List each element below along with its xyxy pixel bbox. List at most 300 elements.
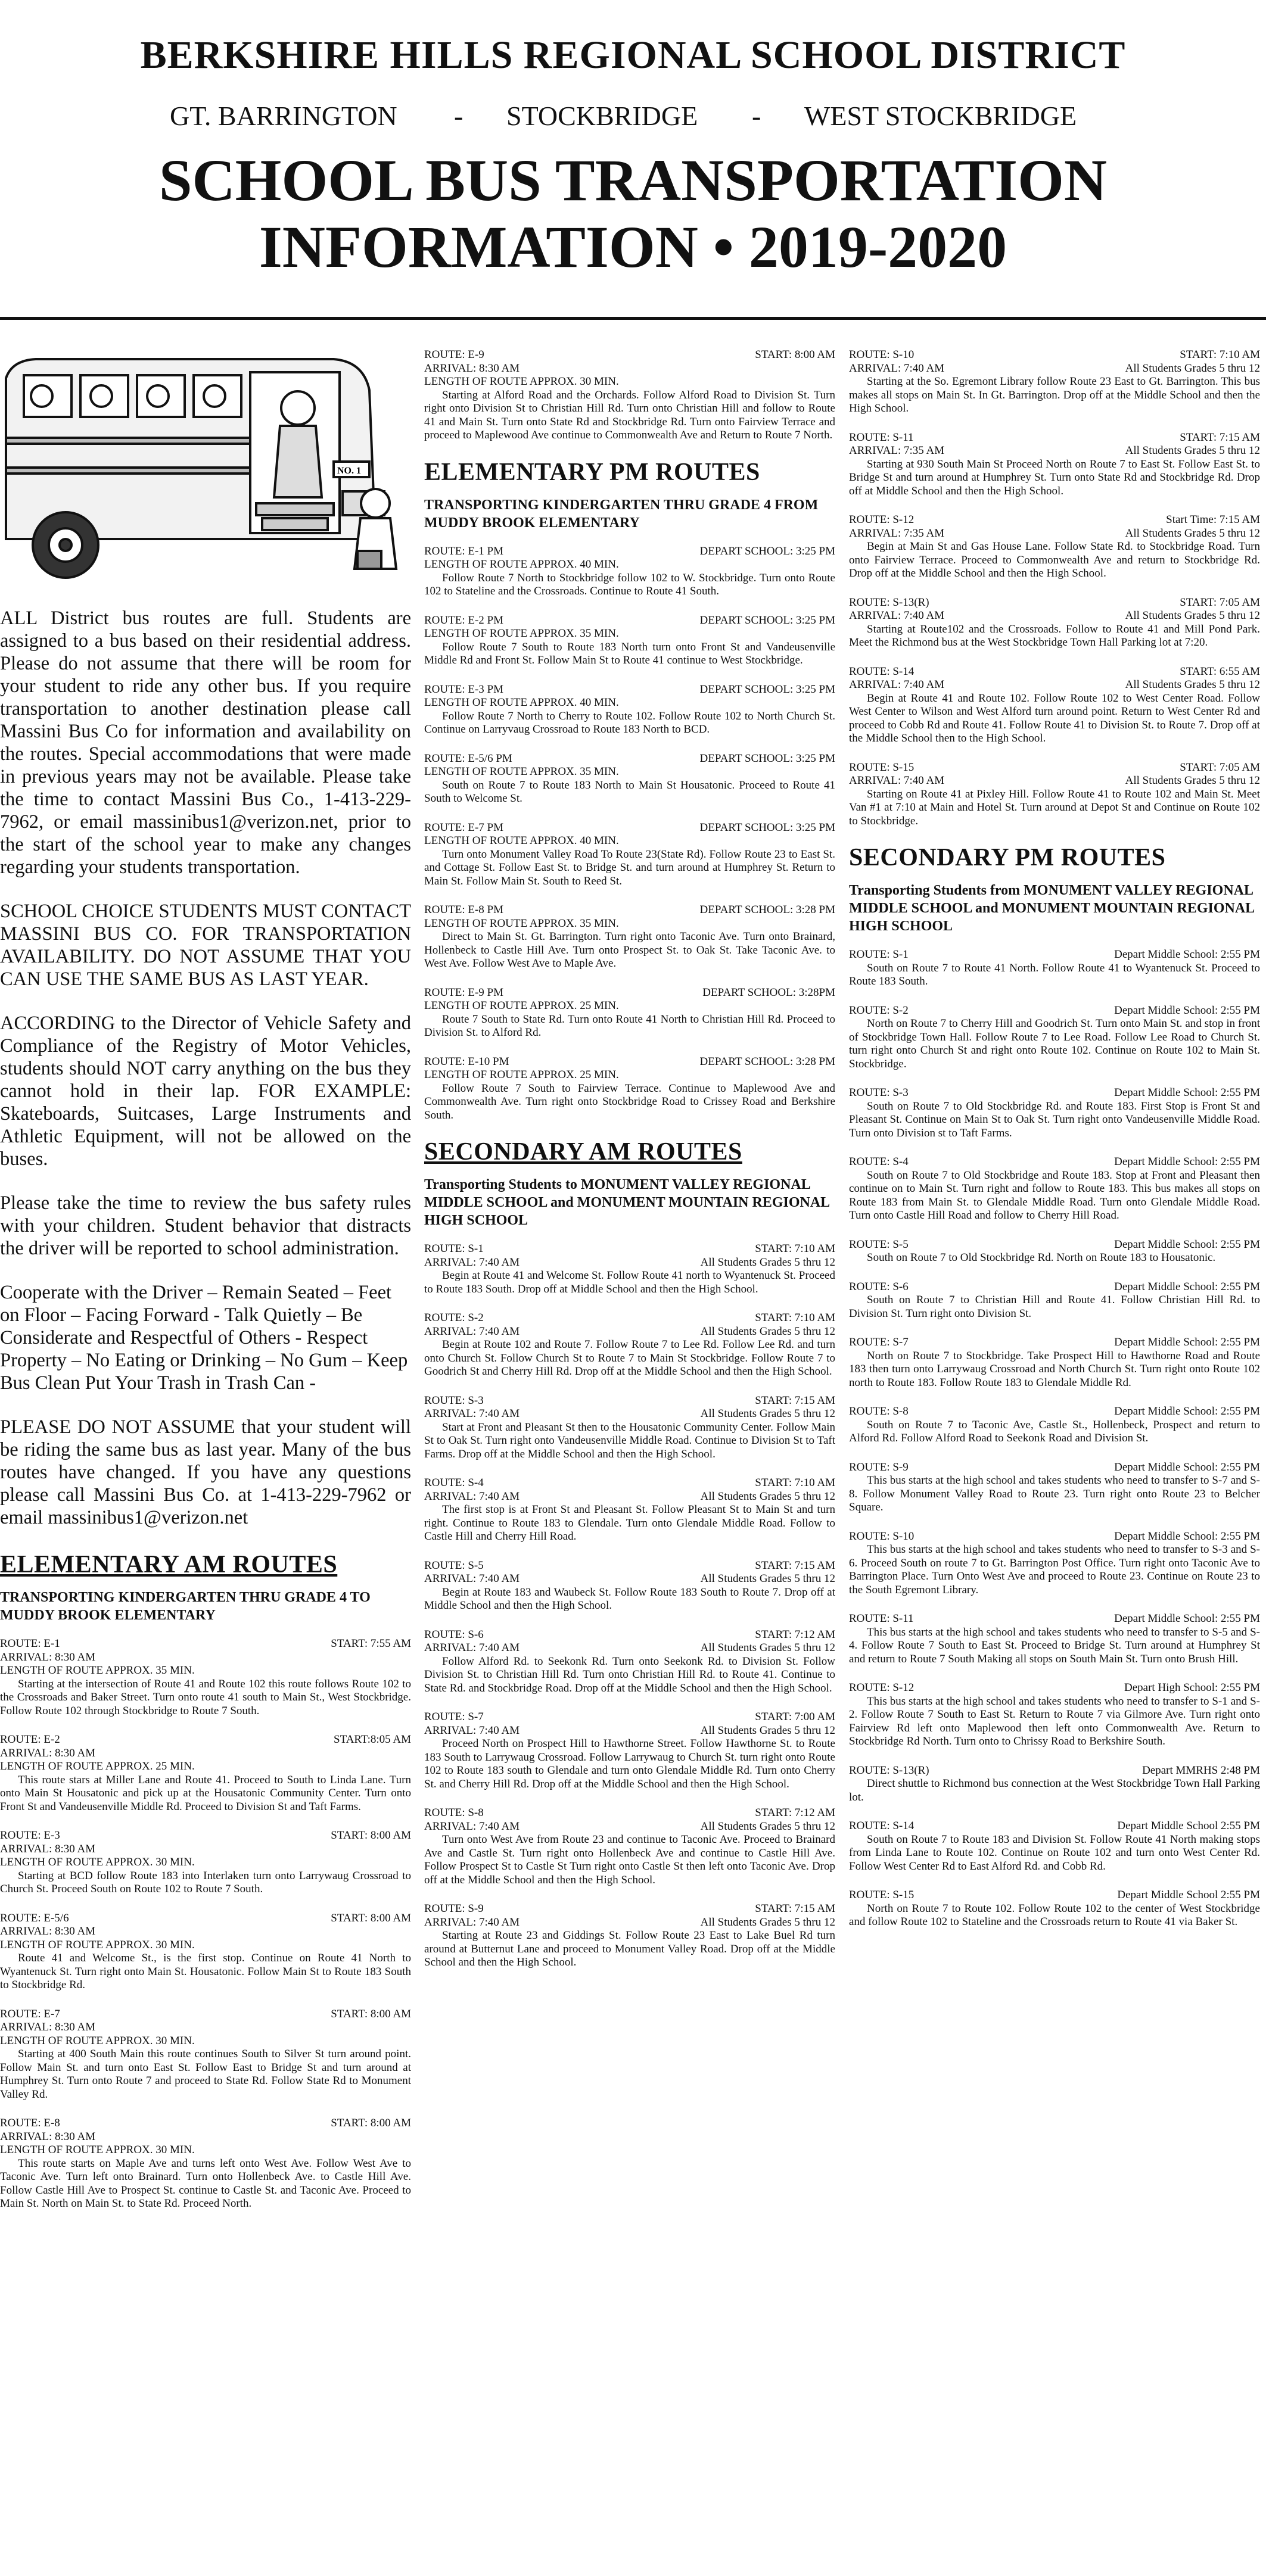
route-length: LENGTH OF ROUTE APPROX. 40 MIN. bbox=[424, 834, 619, 847]
route-arrival: ARRIVAL: 7:40 AM bbox=[424, 1256, 520, 1269]
route-line bbox=[0, 1843, 411, 1857]
route-line bbox=[424, 821, 835, 835]
route-line bbox=[0, 1637, 411, 1651]
route-number: ROUTE: E-3 PM bbox=[424, 683, 503, 696]
route-number: ROUTE: S-2 bbox=[849, 1004, 909, 1017]
route-line bbox=[849, 948, 1260, 962]
route-number: ROUTE: S-9 bbox=[849, 1460, 909, 1474]
route-arrival: ARRIVAL: 7:35 AM bbox=[849, 527, 945, 540]
route-line bbox=[849, 609, 1260, 623]
route-number: ROUTE: S-5 bbox=[424, 1559, 484, 1572]
school-bus-illustration bbox=[0, 348, 411, 587]
route-number: ROUTE: E-2 PM bbox=[424, 613, 503, 627]
route-description: Starting at 930 South Main St Proceed North on Route 7 to East St. Follow East St. to Bridge St and turn around at Humphrey St. Turn onto State Rd and Stockbridge Rd. Drop off at Middle School and then the High School. bbox=[849, 457, 1260, 497]
route-line bbox=[424, 683, 835, 697]
route-number: ROUTE: S-8 bbox=[849, 1405, 909, 1418]
route-description: This route starts on Maple Ave and turns left onto West Ave. Follow West Ave to Taconic Ave. Turn left onto Brainard. Turn onto Hollenbeck Ave. to Castle Hill Ave. Follow Castle Hill Ave to Prospect St. continue to Castle St. and Taconic Ave. Proceed to Main St. North on Main St. to State Rd. Proceed North. bbox=[0, 2157, 411, 2210]
secondary-am-subtitle: Transporting Students to MONUMENT VALLEY REGIONAL MIDDLE SCHOOL and MONUMENT MOUNTAIN REGIONAL HIGH SCHOOL bbox=[424, 1177, 829, 1228]
route-block bbox=[849, 1530, 1260, 1597]
route-block bbox=[849, 513, 1260, 581]
town-stockbridge: STOCKBRIDGE bbox=[506, 101, 698, 131]
route-block bbox=[424, 1806, 835, 1887]
route-arrival: ARRIVAL: 8:30 AM bbox=[0, 2130, 96, 2143]
route-line bbox=[424, 1477, 835, 1490]
route-number: ROUTE: S-11 bbox=[849, 431, 914, 444]
route-start-time: Start Time: 7:15 AM bbox=[1166, 513, 1260, 526]
town-west-stockbridge: WEST STOCKBRIDGE bbox=[804, 101, 1077, 131]
route-block bbox=[849, 1086, 1260, 1140]
route-line bbox=[849, 513, 1260, 527]
secondary-pm-route-list bbox=[849, 948, 1260, 1929]
route-start-time: START: 8:00 AM bbox=[331, 2117, 411, 2129]
route-arrival: ARRIVAL: 8:30 AM bbox=[0, 1746, 96, 1759]
route-description: Follow Route 7 South to Route 183 North turn onto Front St and Vandeusenville Middle Rd and Front St. Follow Main St to Route 41 continue to West Stockbridge. bbox=[424, 640, 835, 666]
route-description: South on Route 7 to Route 183 North to Main St Housatonic. Proceed to Route 41 South to Welcome St. bbox=[424, 778, 835, 805]
route-line bbox=[849, 1155, 1260, 1169]
route-description: Turn onto Monument Valley Road To Route 23(State Rd). Follow Route 23 to East St. and Cottage St. Follow East St. to Bridge St. and turn around at Humphrey St. Return to Main St. Follow Main St. South to Reed St. bbox=[424, 848, 835, 887]
route-block bbox=[849, 431, 1260, 499]
route-start-time: START: 8:00 AM bbox=[331, 1829, 411, 1842]
route-arrival: ARRIVAL: 8:30 AM bbox=[424, 362, 520, 375]
route-start-time: Depart Middle School: 2:55 PM bbox=[1114, 1280, 1260, 1293]
route-arrival: ARRIVAL: 8:30 AM bbox=[0, 1925, 96, 1938]
route-number: ROUTE: E-9 bbox=[424, 348, 484, 361]
route-description: North on Route 7 to Stockbridge. Take Prospect Hill to Hawthorne Road and Route 183 then turn onto Larrywaug Crossroad and North Church St. Turn right onto Route 102 north to Route 183. Follow Route 183 to Glendale Middle Rd. bbox=[849, 1349, 1260, 1389]
route-block bbox=[424, 614, 835, 668]
route-description: Route 7 South to State Rd. Turn onto Route 41 North to Christian Hill Rd. Proceed to Division St. to Alford Rd. bbox=[424, 1013, 835, 1039]
route-line bbox=[424, 1559, 835, 1573]
route-length: LENGTH OF ROUTE APPROX. 25 MIN. bbox=[424, 1069, 619, 1081]
route-number: ROUTE: S-7 bbox=[849, 1336, 909, 1348]
route-line bbox=[0, 1651, 411, 1665]
route-grades: All Students Grades 5 thru 12 bbox=[700, 1724, 835, 1737]
route-line bbox=[849, 1086, 1260, 1100]
route-description: Begin at Main St and Gas House Lane. Follow State Rd. to Stockbridge Road. Turn onto Fairview Terrace. Proceed to Commonwealth Ave and return to Stockbridge Rd. Drop off at the Middle School and then the High School. bbox=[849, 540, 1260, 580]
town-separator: - bbox=[454, 101, 464, 131]
route-number: ROUTE: E-8 PM bbox=[424, 904, 503, 916]
route-number: ROUTE: S-6 bbox=[849, 1280, 909, 1293]
route-block bbox=[849, 1281, 1260, 1321]
secondary-am-heading: SECONDARY AM ROUTES bbox=[424, 1138, 742, 1166]
elementary-pm-heading: ELEMENTARY PM ROUTES bbox=[424, 458, 760, 486]
town-separator: - bbox=[752, 101, 761, 131]
route-description: Route 41 and Welcome St., is the first stop. Continue on Route 41 North to Wyantenuck St. Turn right onto Main St. Housatonic. Follow Main St to Route 183 South to Stockbridge Rd. bbox=[0, 1952, 411, 1991]
route-number: ROUTE: S-7 bbox=[424, 1711, 484, 1723]
route-number: ROUTE: S-15 bbox=[849, 1889, 914, 1901]
route-line bbox=[0, 1829, 411, 1843]
secondary-pm-subtitle: Transporting Students from MONUMENT VALLEY REGIONAL MIDDLE SCHOOL and MONUMENT MOUNTAIN REGIONAL HIGH SCHOOL bbox=[849, 883, 1254, 934]
route-line bbox=[424, 1325, 835, 1339]
route-description: Follow Alford Rd. to Seekonk Rd. Turn onto Seekonk Rd. to Division St. Follow Division St. to Christian Hill Rd. Turn onto Christian Hill Rd. to Route 41. Continue to State Rd. and Stockbridge Road. Drop off at the Middle School and then the High School. bbox=[424, 1655, 835, 1695]
route-start-time: Depart Middle School 2:55 PM bbox=[1117, 1889, 1260, 1901]
route-block bbox=[849, 761, 1260, 828]
route-line bbox=[424, 1916, 835, 1930]
route-number: ROUTE: S-8 bbox=[424, 1806, 484, 1819]
route-arrival: ARRIVAL: 7:40 AM bbox=[424, 1407, 520, 1420]
route-number: ROUTE: E-2 bbox=[0, 1733, 60, 1746]
intro-routes-full: ALL District bus routes are full. Students are assigned to a bus based on their residential address. Please do not assume that there will be room for your student to ride any other bus. If you require transportation to another destination please call Massini Bus Co for information and availability on the routes. Special accommodations that were made in previous years may not be available. Please take the time to contact Massini Bus Co., 1-413-229-7962, or email massinibus1@verizon.net, prior to the start of the school year to make any changes regarding your students transportation. bbox=[0, 608, 411, 878]
route-block bbox=[849, 1681, 1260, 1749]
route-number: ROUTE: S-14 bbox=[849, 665, 914, 678]
route-description: Starting at Route 23 and Giddings St. Follow Route 23 East to Lake Buel Rd turn around at Butternut Lane and proceed to Monument Valley Road. Drop off at the Middle School and then the High School. bbox=[424, 1929, 835, 1968]
route-block bbox=[424, 821, 835, 889]
route-arrival: ARRIVAL: 7:40 AM bbox=[424, 1641, 520, 1654]
route-line bbox=[424, 1407, 835, 1421]
route-line bbox=[849, 1764, 1260, 1778]
route-grades: All Students Grades 5 thru 12 bbox=[700, 1407, 835, 1420]
route-arrival: ARRIVAL: 8:30 AM bbox=[0, 2021, 96, 2033]
elementary-pm-subtitle: TRANSPORTING KINDERGARTEN THRU GRADE 4 FROM MUDDY BROOK ELEMENTARY bbox=[424, 497, 819, 531]
route-description: Starting at 400 South Main this route continues South to Silver St turn around point. Follow Main St. and turn onto East St. Follow East to Bridge St and turn around at Humphrey St. Turn onto Route 7 and proceed to State Rd. Follow State Rd to Monument Valley Rd. bbox=[0, 2048, 411, 2101]
route-line bbox=[424, 1490, 835, 1504]
route-description: South on Route 7 to Route 41 North. Follow Route 41 to Wyantenuck St. Proceed to Route 183 South. bbox=[849, 961, 1260, 988]
route-line bbox=[424, 1820, 835, 1834]
route-description: This route stars at Miller Lane and Route 41. Proceed to South to Linda Lane. Turn onto Main St Housatonic and pick up at the Housatonic Community Center. Turn onto Front St and Vandeusenville Middle Rd. Proceed to Division St and Taft Farms. bbox=[0, 1773, 411, 1813]
route-start-time: START: 8:00 AM bbox=[331, 1911, 411, 1924]
route-start-time: START: 7:05 AM bbox=[1180, 761, 1260, 774]
route-start-time: START: 7:12 AM bbox=[755, 1806, 835, 1819]
route-line bbox=[0, 2008, 411, 2021]
route-arrival: ARRIVAL: 7:35 AM bbox=[849, 444, 945, 457]
route-line bbox=[424, 1711, 835, 1724]
route-description: This bus starts at the high school and takes students who need to transfer to S-7 and S-8. Follow Monument Valley Road to Route 23. Turn right onto Route 23 to Belcher Square. bbox=[849, 1474, 1260, 1513]
route-arrival: ARRIVAL: 7:40 AM bbox=[424, 1724, 520, 1737]
route-start-time: START: 7:12 AM bbox=[755, 1628, 835, 1641]
route-start-time: DEPART SCHOOL: 3:28 PM bbox=[699, 904, 835, 916]
route-line bbox=[849, 774, 1260, 788]
route-number: ROUTE: E-5/6 bbox=[0, 1911, 69, 1924]
route-length: LENGTH OF ROUTE APPROX. 30 MIN. bbox=[424, 375, 619, 388]
route-number: ROUTE: E-3 bbox=[0, 1829, 60, 1842]
page-title-line2: INFORMATION • 2019-2020 bbox=[259, 214, 1007, 280]
route-block bbox=[424, 1711, 835, 1791]
route-description: This bus starts at the high school and takes students who need to transfer to S-5 and S-4. Follow Route 7 South to East St. Proceed to Bridge St. Turn around at Humphrey St and return to Route 7 South Making all stops on South Main St. Turn onto Brush Hill. bbox=[849, 1625, 1260, 1665]
route-description: Begin at Route 41 and Welcome St. Follow Route 41 north to Wyantenuck St. Proceed to Route 183 South. Drop off at Middle School and then the High School. bbox=[424, 1269, 835, 1295]
route-start-time: START: 7:10 AM bbox=[755, 1477, 835, 1489]
route-line bbox=[849, 1681, 1260, 1695]
route-description: Starting at Route102 and the Crossroads. Follow to Route 41 and Mill Pond Park. Meet the Richmond bus at the West Stockbridge Town Hall Parking lot at 7:20. bbox=[849, 622, 1260, 649]
route-block bbox=[0, 2117, 411, 2211]
route-description: Begin at Route 41 and Route 102. Follow Route 102 to West Center Road. Follow West Center to Wilson and West Alford turn around point. Return to West Center Rd and proceed to Cobb Rd and Route 41. Follow Route 41 to Division St. to Route 7. Drop off at the Middle School then to the High School. bbox=[849, 691, 1260, 745]
route-description: Starting at Alford Road and the Orchards. Follow Alford Road to Division St. Turn right onto Division St to Christian Hill Rd. Turn onto Christian Hill and follow to Route 41 and Main St. Turn onto State Rd and Stockbridge Rd. Turn onto Fairview Terrace and proceed to Maplewood Ave continue to Commonwealth Ave and Return to Route 7 North. bbox=[424, 388, 835, 441]
route-line bbox=[424, 904, 835, 917]
route-description: Proceed North on Prospect Hill to Hawthorne Street. Follow Hawthorne St. to Route 183 South to Larrywaug Crossroad. Follow Larrywaug to Church St. turn right onto Route 102 to Route 183 south to Glendale and turn onto Glendale Middle Rd. Turn onto Cherry St. and Cherry Hill Rd. Drop off at the Middle School and then the High School. bbox=[424, 1737, 835, 1790]
route-description: South on Route 7 to Old Stockbridge and Route 183. Stop at Front and Pleasant then continue on to Main St. Turn right and follow to Route 183. This bus makes all stops on Route 183 from Main St. to Glendale Middle Road. Turn onto Glendale Middle Road. Turn onto Castle Hill Road and follow to Cherry Hill Road. bbox=[849, 1169, 1260, 1222]
route-description: Begin at Route 183 and Waubeck St. Follow Route 183 South to Route 7. Drop off at Middle School and then the High School. bbox=[424, 1586, 835, 1612]
route-start-time: Depart Middle School: 2:55 PM bbox=[1114, 1612, 1260, 1625]
svg-text:NO. 1: NO. 1 bbox=[337, 466, 361, 476]
route-block bbox=[849, 1336, 1260, 1390]
route-number: ROUTE: S-5 bbox=[849, 1238, 909, 1251]
route-description: This bus starts at the high school and takes students who need to transfer to S-1 and S-2. Follow Route 7 South to East St. Return to Route 7 via Gilmore Ave. Turn right onto Fairview Rd left onto Maplewood then left onto Commonwealth Ave. Return to Stockbridge Rd North. Turn onto to Chrissy Road to Berkshire South. bbox=[849, 1695, 1260, 1748]
route-line bbox=[849, 1004, 1260, 1018]
route-line bbox=[424, 362, 835, 376]
route-block bbox=[0, 1733, 411, 1814]
route-block bbox=[424, 1055, 835, 1123]
route-start-time: START: 7:15 AM bbox=[755, 1394, 835, 1407]
route-number: ROUTE: S-4 bbox=[849, 1155, 909, 1168]
route-start-time: START: 7:10 AM bbox=[755, 1242, 835, 1255]
route-line bbox=[849, 1889, 1260, 1902]
route-block bbox=[424, 904, 835, 971]
route-number: ROUTE: E-5/6 PM bbox=[424, 752, 512, 765]
route-number: ROUTE: S-10 bbox=[849, 1530, 914, 1543]
route-start-time: START: 8:00 AM bbox=[331, 2007, 411, 2020]
route-description: Follow Route 7 North to Cherry to Route 102. Follow Route 102 to North Church St. Continue on Larryvaug Crossroad to Route 183 North to BCD. bbox=[424, 709, 835, 736]
route-length: LENGTH OF ROUTE APPROX. 25 MIN. bbox=[0, 1760, 195, 1773]
route-start-time: START: 7:15 AM bbox=[755, 1902, 835, 1915]
route-number: ROUTE: E-7 bbox=[0, 2007, 60, 2020]
intro-do-not-assume: PLEASE DO NOT ASSUME that your student will be riding the same bus as last year. Many of the bus routes have changed. If you have any questions please call Massini Bus Co. at 1-413-229-7962 or email massinibus1@verizon.net bbox=[0, 1416, 411, 1528]
route-description: South on Route 7 to Old Stockbridge Rd. North on Route 183 to Housatonic. bbox=[867, 1251, 1216, 1264]
route-block bbox=[849, 1004, 1260, 1071]
route-start-time: Depart Middle School: 2:55 PM bbox=[1114, 1238, 1260, 1251]
route-number: ROUTE: S-6 bbox=[424, 1628, 484, 1641]
route-block bbox=[849, 1461, 1260, 1515]
right-column bbox=[849, 348, 1260, 1945]
route-arrival: ARRIVAL: 8:30 AM bbox=[0, 1842, 96, 1855]
route-grades: All Students Grades 5 thru 12 bbox=[1125, 362, 1260, 375]
route-block bbox=[849, 1155, 1260, 1223]
route-grades: All Students Grades 5 thru 12 bbox=[700, 1641, 835, 1654]
route-start-time: DEPART SCHOOL: 3:25 PM bbox=[699, 683, 835, 696]
route-block bbox=[849, 1889, 1260, 1929]
route-arrival: ARRIVAL: 7:40 AM bbox=[424, 1820, 520, 1833]
route-grades: All Students Grades 5 thru 12 bbox=[700, 1256, 835, 1269]
route-description: Follow Route 7 South to Fairview Terrace. Continue to Maplewood Ave and Commonwealth Ave. Turn right onto Stockbridge Road to Crissey Road and Berkshire South. bbox=[424, 1082, 835, 1122]
route-block bbox=[424, 986, 835, 1040]
route-block bbox=[849, 1820, 1260, 1873]
route-length: LENGTH OF ROUTE APPROX. 35 MIN. bbox=[424, 917, 619, 930]
route-start-time: DEPART SCHOOL: 3:25 PM bbox=[699, 613, 835, 627]
route-block bbox=[424, 348, 835, 443]
route-block bbox=[849, 348, 1260, 416]
route-number: ROUTE: S-2 bbox=[424, 1312, 484, 1324]
route-description: Starting at BCD follow Route 183 into Interlaken turn onto Larrywaug Crossroad to Church St. Proceed South on Route 102 to Route 7 South. bbox=[0, 1869, 411, 1895]
route-length: LENGTH OF ROUTE APPROX. 25 MIN. bbox=[424, 999, 619, 1012]
route-number: ROUTE: S-1 bbox=[849, 948, 909, 961]
route-number: ROUTE: S-15 bbox=[849, 761, 914, 774]
route-description: Begin at Route 102 and Route 7. Follow Route 7 to Lee Rd. Follow Lee Rd. and turn onto Church St. Follow Church St to Route 7 to Main St Stockbridge. Follow Route 7 to Goodrich St and Cherry Hill Rd. Drop off at the Middle School and then the High School. bbox=[424, 1338, 835, 1378]
route-line bbox=[424, 1806, 835, 1820]
route-start-time: DEPART SCHOOL: 3:25 PM bbox=[699, 544, 835, 557]
route-line bbox=[0, 2021, 411, 2035]
middle-column bbox=[424, 348, 835, 1985]
route-line bbox=[849, 1530, 1260, 1544]
route-start-time: Depart Middle School: 2:55 PM bbox=[1114, 1155, 1260, 1168]
route-line bbox=[849, 1405, 1260, 1419]
route-line bbox=[0, 2130, 411, 2144]
route-block bbox=[424, 1902, 835, 1970]
route-start-time: START: 7:05 AM bbox=[1180, 596, 1260, 609]
route-number: ROUTE: S-3 bbox=[849, 1086, 909, 1099]
route-arrival: ARRIVAL: 7:40 AM bbox=[849, 362, 945, 375]
route-block bbox=[424, 1394, 835, 1462]
route-grades: All Students Grades 5 thru 12 bbox=[1125, 527, 1260, 540]
route-line bbox=[849, 1820, 1260, 1833]
intro-bus-rules: Cooperate with the Driver – Remain Seated – Feet on Floor – Facing Forward - Talk Quietly – Be Considerate and Respectful of Others - Respect Property – No Eating or Drinking – No Gum – Keep Bus Clean Put Your Trash in Trash Can - bbox=[0, 1282, 408, 1394]
elementary-am-heading: ELEMENTARY AM ROUTES bbox=[0, 1551, 338, 1578]
route-number: ROUTE: S-9 bbox=[424, 1902, 484, 1915]
route-block bbox=[424, 683, 835, 737]
route-arrival: ARRIVAL: 7:40 AM bbox=[424, 1490, 520, 1503]
route-line bbox=[424, 1572, 835, 1586]
route-line bbox=[0, 1925, 411, 1939]
route-line bbox=[424, 1902, 835, 1916]
route-line bbox=[424, 752, 835, 766]
route-line bbox=[849, 665, 1260, 679]
route-line bbox=[849, 1461, 1260, 1475]
route-line bbox=[849, 1238, 1260, 1252]
route-arrival: ARRIVAL: 8:30 AM bbox=[0, 1650, 96, 1664]
route-grades: All Students Grades 5 thru 12 bbox=[1125, 678, 1260, 691]
route-line bbox=[849, 596, 1260, 610]
route-grades: All Students Grades 5 thru 12 bbox=[1125, 774, 1260, 787]
route-line bbox=[849, 362, 1260, 376]
town-gt-barrington: GT. BARRINGTON bbox=[170, 101, 397, 131]
route-number: ROUTE: S-3 bbox=[424, 1394, 484, 1407]
secondary-am-continued-list bbox=[849, 348, 1260, 828]
route-arrival: ARRIVAL: 7:40 AM bbox=[424, 1572, 520, 1585]
route-number: ROUTE: E-9 PM bbox=[424, 986, 503, 999]
page-title: SCHOOL BUS TRANSPORTATION bbox=[158, 147, 1108, 213]
route-length: LENGTH OF ROUTE APPROX. 35 MIN. bbox=[424, 627, 619, 640]
route-line bbox=[424, 1628, 835, 1642]
route-length: LENGTH OF ROUTE APPROX. 30 MIN. bbox=[0, 1938, 195, 1951]
route-grades: All Students Grades 5 thru 12 bbox=[700, 1325, 835, 1338]
route-block bbox=[849, 1238, 1260, 1265]
route-start-time: Depart Middle School: 2:55 PM bbox=[1114, 1004, 1260, 1017]
route-block bbox=[849, 596, 1260, 650]
route-arrival: ARRIVAL: 7:40 AM bbox=[849, 774, 945, 787]
route-line bbox=[849, 1612, 1260, 1626]
route-description: Start at Front and Pleasant St then to the Housatonic Community Center. Follow Main St to Oak St. Turn right onto Vandeusenville Middle Road. Continue to Division St to Taft Farms. Drop off at the Middle School and then the High School. bbox=[424, 1421, 835, 1460]
route-line bbox=[849, 527, 1260, 541]
route-start-time: START: 7:10 AM bbox=[1180, 348, 1260, 361]
route-block bbox=[0, 1637, 411, 1718]
route-number: ROUTE: S-10 bbox=[849, 348, 914, 361]
route-start-time: DEPART SCHOOL: 3:28PM bbox=[702, 986, 835, 999]
route-start-time: START: 7:55 AM bbox=[331, 1637, 411, 1650]
intro-school-choice: SCHOOL CHOICE STUDENTS MUST CONTACT MASSINI BUS CO. FOR TRANSPORTATION AVAILABILITY. DO NOT ASSUME THAT YOU CAN USE THE SAME BUS AS LAST YEAR. bbox=[0, 901, 411, 990]
route-number: ROUTE: S-1 bbox=[424, 1242, 484, 1255]
route-block bbox=[424, 1312, 835, 1379]
route-line bbox=[849, 444, 1260, 458]
route-start-time: DEPART SCHOOL: 3:25 PM bbox=[699, 752, 835, 765]
route-number: ROUTE: E-1 PM bbox=[424, 544, 503, 557]
route-line bbox=[424, 1242, 835, 1256]
route-number: ROUTE: S-4 bbox=[424, 1477, 484, 1489]
route-start-time: Depart Middle School: 2:55 PM bbox=[1114, 1405, 1260, 1418]
route-description: South on Route 7 to Route 183 and Division St. Follow Route 41 North making stops from Linda Lane to Route 102. Continue on Route 102 and turn onto West Center Rd. Follow West Center Rd to East Alford Rd. and Cobb Rd. bbox=[849, 1833, 1260, 1873]
route-number: ROUTE: S-13(R) bbox=[849, 1764, 929, 1777]
route-length: LENGTH OF ROUTE APPROX. 40 MIN. bbox=[424, 558, 619, 571]
route-block bbox=[849, 1764, 1260, 1805]
route-length: LENGTH OF ROUTE APPROX. 30 MIN. bbox=[0, 2034, 195, 2047]
route-number: ROUTE: E-7 PM bbox=[424, 821, 503, 834]
route-start-time: DEPART SCHOOL: 3:25 PM bbox=[699, 821, 835, 834]
route-number: ROUTE: E-1 bbox=[0, 1637, 60, 1650]
route-description: South on Route 7 to Taconic Ave, Castle St., Hollenbeck, Prospect and return to Alford Rd. Follow Alford Road to Seekonk Road and Division St. bbox=[849, 1418, 1260, 1444]
route-description: Starting at the intersection of Route 41 and Route 102 this route follows Route 102 to the Crossroads and Baker Street. Turn onto route 41 south to Main St., West Stockbridge. Follow Route 102 through Stockbridge to Route 7 South. bbox=[0, 1677, 411, 1717]
route-description: Starting at the So. Egremont Library follow Route 23 East to Gt. Barrington. This bus makes all stops on Main St. In Gt. Barrington. Drop off at the Middle School and then the High School. bbox=[849, 375, 1260, 415]
route-start-time: DEPART SCHOOL: 3:28 PM bbox=[699, 1055, 835, 1068]
route-block bbox=[424, 1628, 835, 1696]
route-line bbox=[424, 545, 835, 559]
route-description: North on Route 7 to Route 102. Follow Route 102 to the center of West Stockbridge and follow Route 102 to Stateline and the Crossroads return to Route 41 via Baker St. bbox=[849, 1902, 1260, 1928]
secondary-am-route-list bbox=[424, 1242, 835, 1970]
route-line bbox=[424, 1256, 835, 1270]
header-rule bbox=[0, 317, 1266, 320]
route-length: LENGTH OF ROUTE APPROX. 35 MIN. bbox=[0, 1664, 195, 1677]
route-arrival: ARRIVAL: 7:40 AM bbox=[424, 1915, 520, 1929]
route-start-time: Depart MMRHS 2:48 PM bbox=[1142, 1764, 1260, 1777]
route-grades: All Students Grades 5 thru 12 bbox=[1125, 609, 1260, 622]
route-line bbox=[849, 348, 1260, 362]
route-description: This bus starts at the high school and takes students who need to transfer to S-3 and S-6. Proceed South on route 7 to Gt. Barrington Post Office. Turn right onto Taconic Ave to Barrington Place. Turn Onto West Ave and proceed to Route 23. Continue on Route 23 to the South Egremont Library. bbox=[849, 1543, 1260, 1596]
route-length: LENGTH OF ROUTE APPROX. 40 MIN. bbox=[424, 696, 619, 709]
route-description: South on Route 7 to Old Stockbridge Rd. and Route 183. First Stop is Front St and Pleasant St. Continue on Main St to Oak St. Turn right onto Vandeusenville Middle Road. Turn onto Division st to Taft Farms. bbox=[849, 1099, 1260, 1139]
route-start-time: Depart Middle School: 2:55 PM bbox=[1114, 1086, 1260, 1099]
route-block bbox=[424, 1477, 835, 1544]
route-start-time: Depart Middle School 2:55 PM bbox=[1117, 1820, 1260, 1832]
route-start-time: START:8:05 AM bbox=[334, 1733, 411, 1746]
route-start-time: Depart Middle School: 2:55 PM bbox=[1114, 1460, 1260, 1474]
elementary-pm-route-list bbox=[424, 545, 835, 1123]
route-block bbox=[0, 1912, 411, 1992]
route-line bbox=[424, 1055, 835, 1069]
route-description: Starting on Route 41 at Pixley Hill. Follow Route 41 to Route 102 and Main St. Meet Van #1 at 7:10 at Main and Hotel St. Turn around at Depot St and Continue on Route 102 to Stockbridge. bbox=[849, 787, 1260, 827]
route-line bbox=[424, 1724, 835, 1738]
route-start-time: START: 7:15 AM bbox=[755, 1559, 835, 1572]
route-block bbox=[424, 1242, 835, 1296]
route-line bbox=[424, 986, 835, 1000]
left-column bbox=[0, 348, 411, 2226]
route-grades: All Students Grades 5 thru 12 bbox=[700, 1915, 835, 1929]
route-description: Direct shuttle to Richmond bus connection at the West Stockbridge Town Hall Parking lot. bbox=[849, 1777, 1260, 1803]
route-start-time: START: 6:55 AM bbox=[1180, 665, 1260, 678]
route-length: LENGTH OF ROUTE APPROX. 30 MIN. bbox=[0, 1856, 195, 1868]
route-line bbox=[0, 1912, 411, 1926]
route-number: ROUTE: S-14 bbox=[849, 1820, 914, 1832]
route-start-time: Depart Middle School: 2:55 PM bbox=[1114, 1336, 1260, 1348]
route-block bbox=[0, 1829, 411, 1896]
route-line bbox=[849, 761, 1260, 775]
route-description: Follow Route 7 North to Stockbridge follow 102 to W. Stockbridge. Turn onto Route 102 to Stateline and the Crossroads. Continue to Route 41 South. bbox=[424, 571, 835, 597]
route-start-time: Depart High School: 2:55 PM bbox=[1124, 1681, 1260, 1694]
route-line bbox=[424, 614, 835, 628]
route-block bbox=[0, 2008, 411, 2102]
route-block bbox=[424, 1559, 835, 1613]
route-line bbox=[424, 348, 835, 362]
route-length: LENGTH OF ROUTE APPROX. 30 MIN. bbox=[0, 2144, 195, 2156]
route-grades: All Students Grades 5 thru 12 bbox=[700, 1490, 835, 1503]
route-line bbox=[849, 431, 1260, 445]
route-number: ROUTE: E-8 bbox=[0, 2117, 60, 2129]
route-grades: All Students Grades 5 thru 12 bbox=[700, 1820, 835, 1833]
route-block bbox=[424, 545, 835, 599]
route-arrival: ARRIVAL: 7:40 AM bbox=[424, 1325, 520, 1338]
route-line bbox=[0, 2117, 411, 2130]
route-start-time: Depart Middle School: 2:55 PM bbox=[1114, 948, 1260, 961]
route-block bbox=[849, 1612, 1260, 1666]
route-length: LENGTH OF ROUTE APPROX. 35 MIN. bbox=[424, 765, 619, 778]
elementary-am-route-list bbox=[0, 1637, 411, 2211]
district-name: BERKSHIRE HILLS REGIONAL SCHOOL DISTRICT bbox=[140, 33, 1126, 77]
intro-safety-review: Please take the time to review the bus safety rules with your children. Student behavior that distracts the driver will be reported to school administration. bbox=[0, 1192, 411, 1259]
route-start-time: START: 7:00 AM bbox=[755, 1711, 835, 1723]
route-block bbox=[849, 1405, 1260, 1446]
